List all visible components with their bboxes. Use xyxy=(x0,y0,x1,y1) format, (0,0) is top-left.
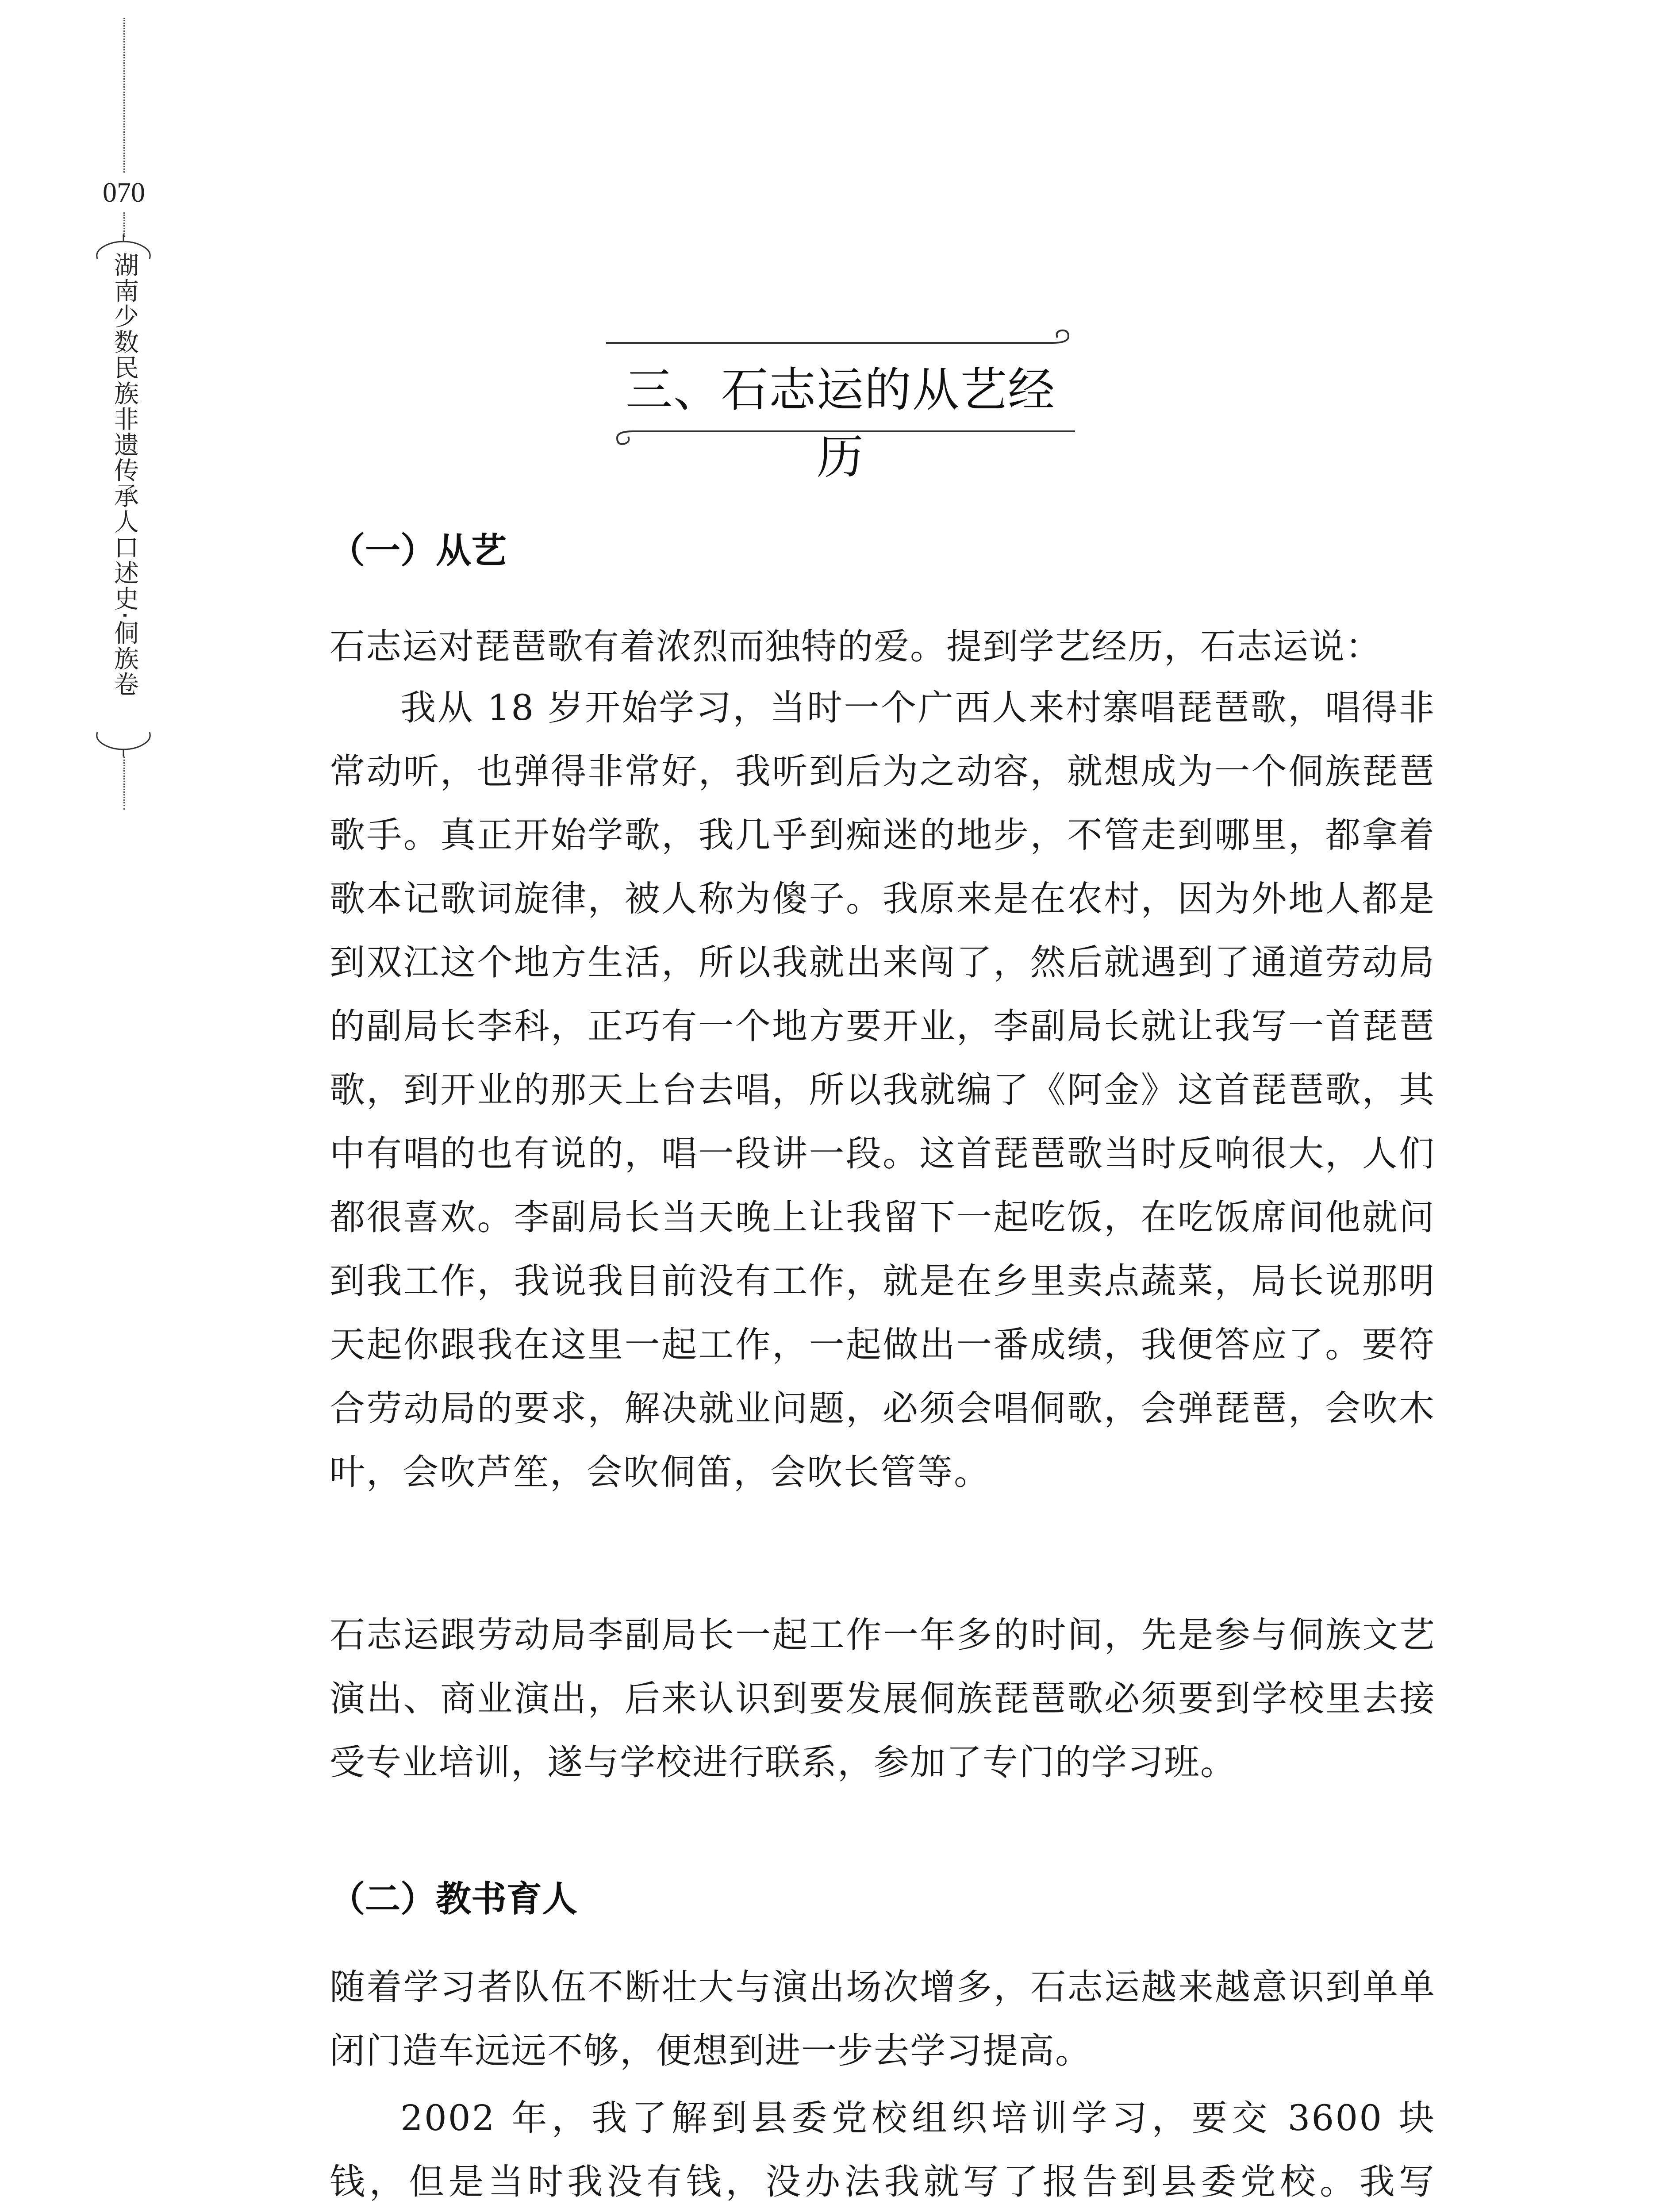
margin-line-top xyxy=(123,18,125,173)
section-title-frame xyxy=(606,325,1075,484)
margin-line-middle xyxy=(123,212,125,237)
body-paragraph-3: 随着学习者队伍不断壮大与演出场次增多，石志运越来越意识到单单闭门造车远远不够，便想到进一步去学习提高。 xyxy=(330,1966,1436,2071)
running-title: 湖南少数民族非遗传承人口述史·侗族卷 xyxy=(110,252,139,697)
quoted-paragraph-2: 2002 年，我了解到县委党校组织培训学习，要交 3600 块钱，但是当时我没有钱，没办法我就写了报告到县委党校。我写 xyxy=(330,2097,1436,2202)
body-paragraph-1: 石志运对琵琶歌有着浓烈而独特的爱。提到学艺经历，石志运说： xyxy=(330,626,1382,667)
margin-line-bottom xyxy=(123,757,125,810)
page-number: 070 xyxy=(103,177,145,208)
subsection-heading-2: （二）教书育人 xyxy=(330,1878,577,1920)
running-title-frame xyxy=(84,234,163,757)
body-paragraph-2: 石志运跟劳动局李副局长一起工作一年多的时间，先是参与侗族文艺演出、商业演出，后来认识到要发展侗族琵琶歌必须要到学校里去接受专业培训，遂与学校进行联系，参加了专门的学习班。 xyxy=(330,1614,1436,1783)
subsection-heading-1: （一）从艺 xyxy=(330,530,507,571)
quoted-paragraph-1: 我从 18 岁开始学习，当时一个广西人来村寨唱琵琶歌，唱得非常动听，也弹得非常好，我听到后为之动容，就想成为一个侗族琵琶歌手。真正开始学歌，我几乎到痴迷的地步，不管走到哪里，都拿着歌本记歌词旋律，被人称为傻子。我原来是在农村，因为外地人都是到双江这个地方生活，所以我就出来闯了，然后就遇到了通道劳动局的副局长李科，正巧有一个地方要开业，李副局长就让我写一首琵琶歌，到开业的那天上台去唱，所以我就编了《阿金》这首琵琶歌，其中有唱的也有说的，唱一段讲一段。这首琵琶歌当时反响很大，人们都很喜欢。李副局长当天晚上让我留下一起吃饭，在吃饭席间他就问到我工作，我说我目前没有工作，就是在乡里卖点蔬菜，局长说那明天起你跟我在这里一起工作，一起做出一番成绩，我便答应了。要符合劳动局的要求，解决就业问题，必须会唱侗歌，会弹琵琶，会吹木叶，会吹芦笙，会吹侗笛，会吹长管等。 xyxy=(330,687,1436,1493)
section-title: 三、石志运的从艺经历 xyxy=(626,363,1056,484)
